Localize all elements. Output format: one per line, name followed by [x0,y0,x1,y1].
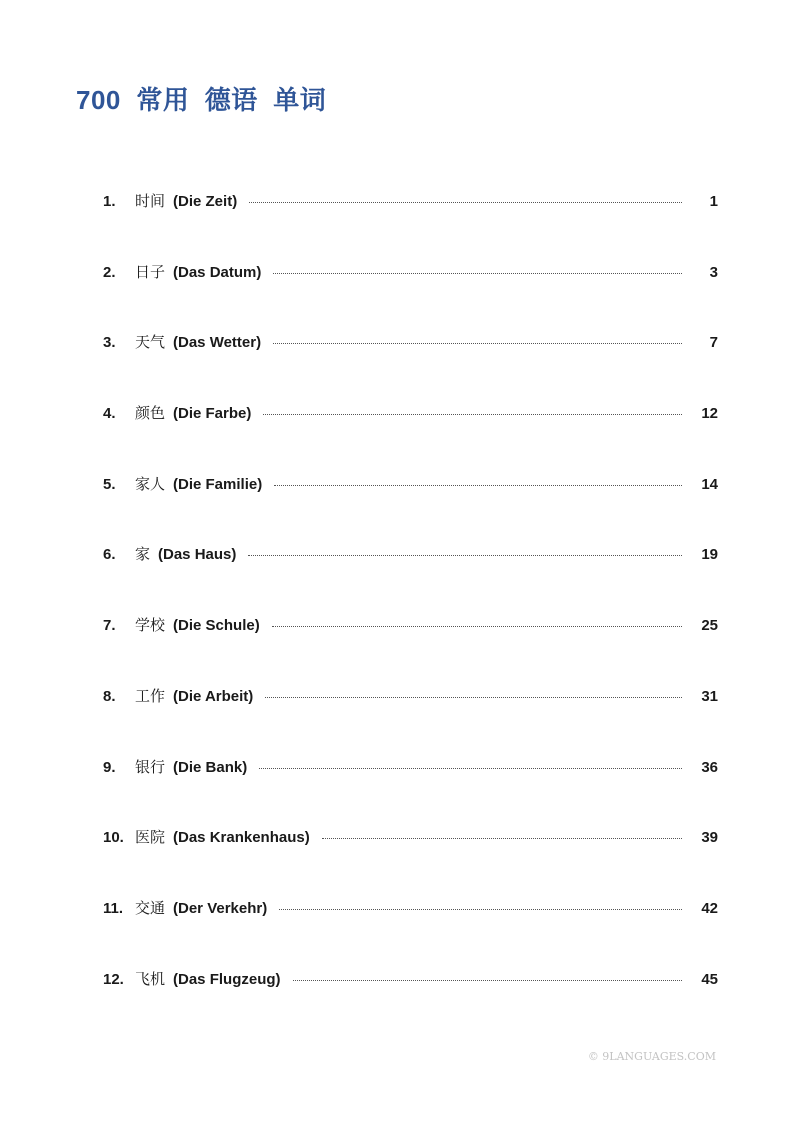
toc-entry[interactable] [103,756,718,827]
toc-german-title: (Die Farbe) [173,405,252,423]
dot-leader [263,414,682,415]
toc-page-number: 12 [701,405,718,423]
toc-german-title: (Die Zeit) [173,193,238,210]
table-of-contents [103,190,718,1038]
toc-chinese-title: 学校 [135,617,166,635]
dot-leader [279,909,682,910]
toc-number: 6. [103,546,116,564]
copyright-footer: © 9LANGUAGES.COM [587,1050,716,1063]
toc-chinese-title: 医院 [135,829,166,847]
toc-chinese-title: 飞机 [135,970,166,988]
toc-chinese-title: 银行 [135,758,166,776]
toc-page-number: 14 [701,475,718,493]
toc-german-title: (Das Krankenhaus) [173,829,310,847]
toc-page-number: 19 [701,546,718,564]
toc-german-title: (Die Arbeit) [173,687,254,705]
toc-chinese-title: 家人 [135,475,166,493]
toc-page-number: 42 [701,899,718,917]
toc-entry[interactable] [103,261,718,332]
toc-german-title: (Das Haus) [158,546,237,564]
toc-german-title: (Die Schule) [173,617,260,635]
toc-entry[interactable] [103,614,718,685]
dot-leader [273,343,682,344]
toc-number: 1. [103,193,116,210]
toc-entry[interactable] [103,331,718,402]
toc-entry[interactable] [103,685,718,756]
toc-german-title: (Das Flugzeug) [173,970,281,988]
toc-german-title: (Die Familie) [173,475,263,493]
toc-chinese-title: 家 [135,546,151,564]
toc-entry[interactable] [103,190,718,261]
toc-number: 12. [103,970,124,988]
dot-leader [248,555,682,556]
toc-entry[interactable] [103,473,718,544]
toc-chinese-title: 工作 [135,687,166,705]
toc-german-title: (Die Bank) [173,758,248,776]
dot-leader [259,768,682,769]
toc-german-title: (Der Verkehr) [173,899,268,917]
toc-chinese-title: 颜色 [135,405,166,423]
toc-page-number: 7 [709,334,718,352]
dot-leader [249,202,682,203]
toc-entry[interactable] [103,402,718,473]
toc-page-number: 31 [701,687,718,705]
toc-entry[interactable] [103,897,718,968]
toc-page-number: 45 [701,970,718,988]
toc-chinese-title: 天气 [135,334,166,352]
dot-leader [265,697,682,698]
toc-entry[interactable] [103,826,718,897]
page-title: 700 常用 德语 单词 [76,85,327,115]
toc-page-number: 39 [701,829,718,847]
toc-number: 4. [103,405,116,423]
toc-german-title: (Das Datum) [173,263,262,281]
toc-entry[interactable] [103,543,718,614]
toc-page-number: 1 [709,193,718,210]
dot-leader [274,485,682,486]
toc-chinese-title: 时间 [135,193,166,210]
dot-leader [293,980,682,981]
dot-leader [272,626,682,627]
toc-chinese-title: 日子 [135,263,166,281]
toc-number: 5. [103,475,116,493]
toc-entry[interactable] [103,968,718,1039]
toc-number: 2. [103,263,116,281]
toc-number: 7. [103,617,116,635]
toc-number: 9. [103,758,116,776]
toc-number: 10. [103,829,124,847]
toc-page-number: 25 [701,617,718,635]
dot-leader [322,838,682,839]
toc-page-number: 3 [709,263,718,281]
toc-number: 8. [103,687,116,705]
toc-german-title: (Das Wetter) [173,334,262,352]
toc-page-number: 36 [701,758,718,776]
toc-chinese-title: 交通 [135,899,166,917]
toc-number: 11. [103,899,124,917]
dot-leader [273,273,682,274]
toc-number: 3. [103,334,116,352]
